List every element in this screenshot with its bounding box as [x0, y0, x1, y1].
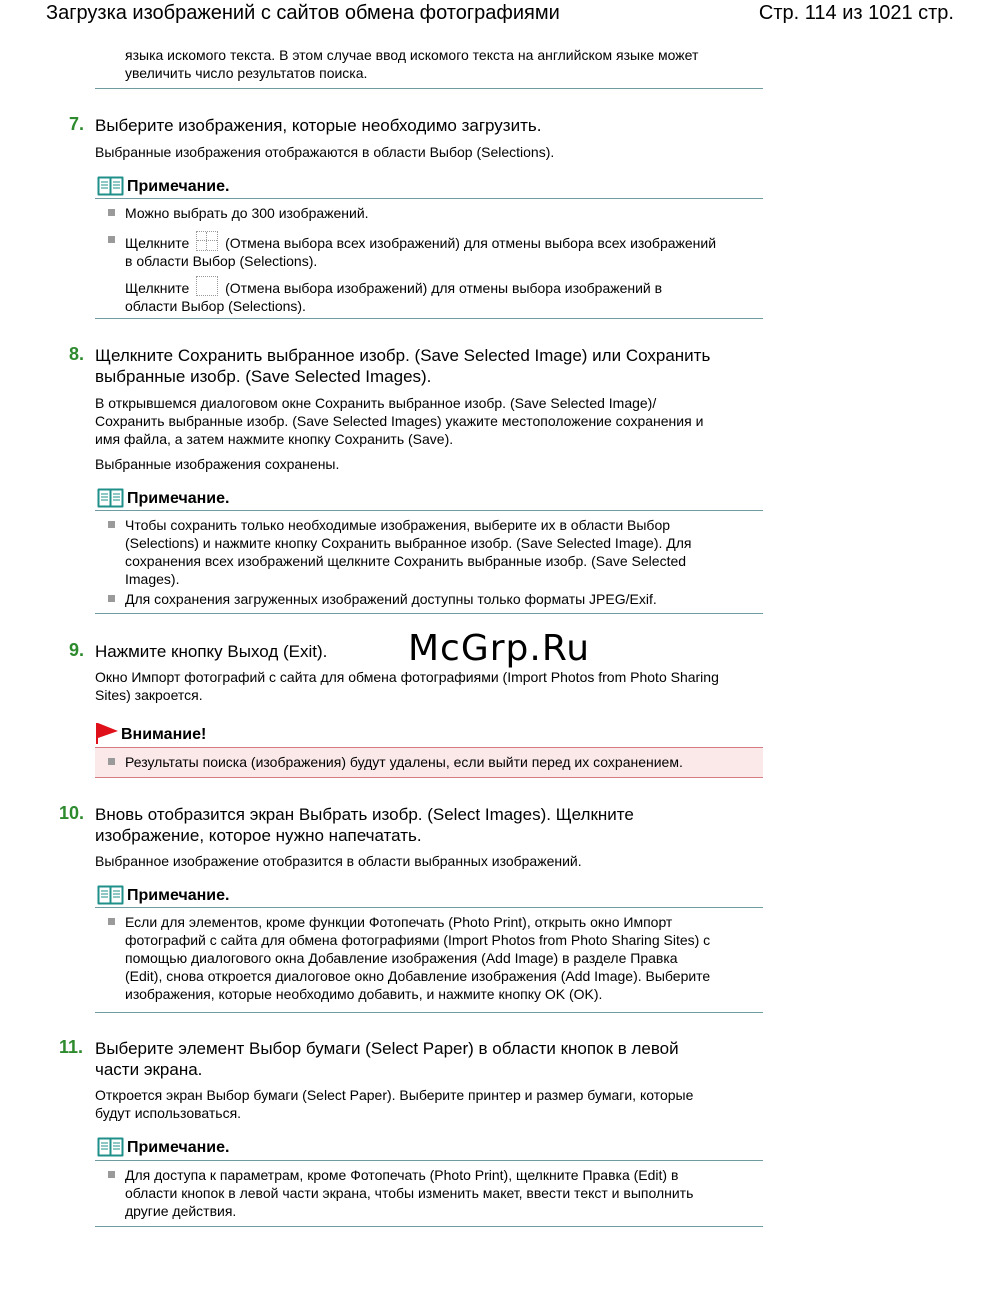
- divider: [95, 318, 763, 319]
- divider: [95, 1160, 763, 1161]
- note-item-sub: Щелкните (Отмена выбора изображений) для отмены выбора изображений в области Выбор (Selections).: [125, 276, 755, 315]
- bullet-icon: [108, 236, 115, 243]
- step-9-title: Нажмите кнопку Выход (Exit).: [95, 642, 328, 661]
- note-book-icon: [97, 488, 124, 508]
- divider: [95, 88, 763, 89]
- step-8-body: В открывшемся диалоговом окне Сохранить выбранное изобр. (Save Selected Image)/ Сохранить выбранные изобр. (Save Selected Images) укажите местоположение сохранения и имя файла, а затем нажмите кнопку Сохранить (Save).: [95, 395, 704, 447]
- note-heading: Примечание.: [97, 883, 229, 905]
- deselect-all-icon: [196, 231, 218, 251]
- deselect-icon: [196, 276, 218, 296]
- divider: [95, 907, 763, 908]
- note-book-icon: [97, 176, 124, 196]
- intro-text: языка искомого текста. В этом случае ввод искомого текста на английском языке может увеличить число результатов поиска.: [125, 47, 699, 81]
- divider: [95, 198, 763, 199]
- step-8-result: Выбранные изображения сохранены.: [95, 456, 340, 472]
- step-11-title: Выберите элемент Выбор бумаги (Select Paper) в области кнопок в левой части экрана.: [95, 1039, 679, 1079]
- caution-item: Результаты поиска (изображения) будут удалены, если выйти перед их сохранением.: [125, 754, 683, 770]
- step-7-title: Выберите изображения, которые необходимо загрузить.: [95, 116, 542, 135]
- red-flag-icon: [95, 722, 119, 744]
- step-10-body: Выбранное изображение отобразится в области выбранных изображений.: [95, 853, 582, 869]
- step-9-body: Окно Импорт фотографий с сайта для обмена фотографиями (Import Photos from Photo Sharing Sites) закроется.: [95, 669, 719, 703]
- bullet-icon: [108, 1171, 115, 1178]
- bullet-icon: [108, 595, 115, 602]
- bullet-icon: [108, 209, 115, 216]
- note-heading: Примечание.: [97, 486, 229, 508]
- step-8-number: 8.: [69, 344, 85, 364]
- bullet-icon: [108, 918, 115, 925]
- note-heading: Примечание.: [97, 1135, 229, 1157]
- note-item: Если для элементов, кроме функции Фотопечать (Photo Print), открыть окно Импорт фотографий с сайта для обмена фотографиями (Import Photos from Photo Sharing Sites) с помощью диалогового окна Добавление изображения (Add Image) в разделе Правка (Edit), снова откроется диалоговое окно Добавление изображения (Add Image). Выберите изображения, которые необходимо добавить, и нажмите кнопку OK (OK).: [125, 914, 711, 1002]
- step-10-number: 10.: [59, 803, 85, 823]
- caution-heading: Внимание!: [95, 722, 206, 744]
- note-item: Можно выбрать до 300 изображений.: [125, 205, 369, 221]
- step-7-body: Выбранные изображения отображаются в области Выбор (Selections).: [95, 144, 555, 160]
- bullet-icon: [108, 758, 115, 765]
- note-item: Щелкните (Отмена выбора всех изображений) для отмены выбора всех изображений в области Выбор (Selections).: [125, 231, 755, 270]
- note-item: Для сохранения загруженных изображений доступны только форматы JPEG/Exif.: [125, 591, 657, 607]
- page-counter: Стр. 114 из 1021 стр.: [758, 2, 954, 24]
- note-book-icon: [97, 1137, 124, 1157]
- note-item: Чтобы сохранить только необходимые изображения, выберите их в области Выбор (Selections) и нажмите кнопку Сохранить выбранное изобр. (Save Selected Image). Для сохранения всех изображений щелкните Сохранить выбранные изобр. (Save Selected Images).: [125, 517, 692, 587]
- divider: [95, 1012, 763, 1013]
- bullet-icon: [108, 521, 115, 528]
- step-9-number: 9.: [69, 640, 85, 660]
- note-item: Для доступа к параметрам, кроме Фотопечать (Photo Print), щелкните Правка (Edit) в области кнопок в левой части экрана, чтобы изменить макет, ввести текст и выполнить другие действия.: [125, 1167, 694, 1219]
- note-book-icon: [97, 885, 124, 905]
- note-heading: Примечание.: [97, 174, 229, 196]
- step-8-title: Щелкните Сохранить выбранное изобр. (Save Selected Image) или Сохранить выбранные изобр. (Save Selected Images).: [95, 346, 711, 386]
- step-7-number: 7.: [69, 114, 85, 134]
- step-10-title: Вновь отобразится экран Выбрать изобр. (Select Images). Щелкните изображение, которое нужно напечатать.: [95, 805, 634, 845]
- step-11-number: 11.: [59, 1037, 84, 1057]
- divider: [95, 1226, 763, 1227]
- divider: [95, 510, 763, 511]
- page-title: Загрузка изображений с сайтов обмена фотографиями: [46, 2, 560, 24]
- divider: [95, 613, 763, 614]
- step-11-body: Откроется экран Выбор бумаги (Select Paper). Выберите принтер и размер бумаги, которые будут использоваться.: [95, 1087, 694, 1121]
- watermark: McGrp.Ru: [408, 628, 591, 669]
